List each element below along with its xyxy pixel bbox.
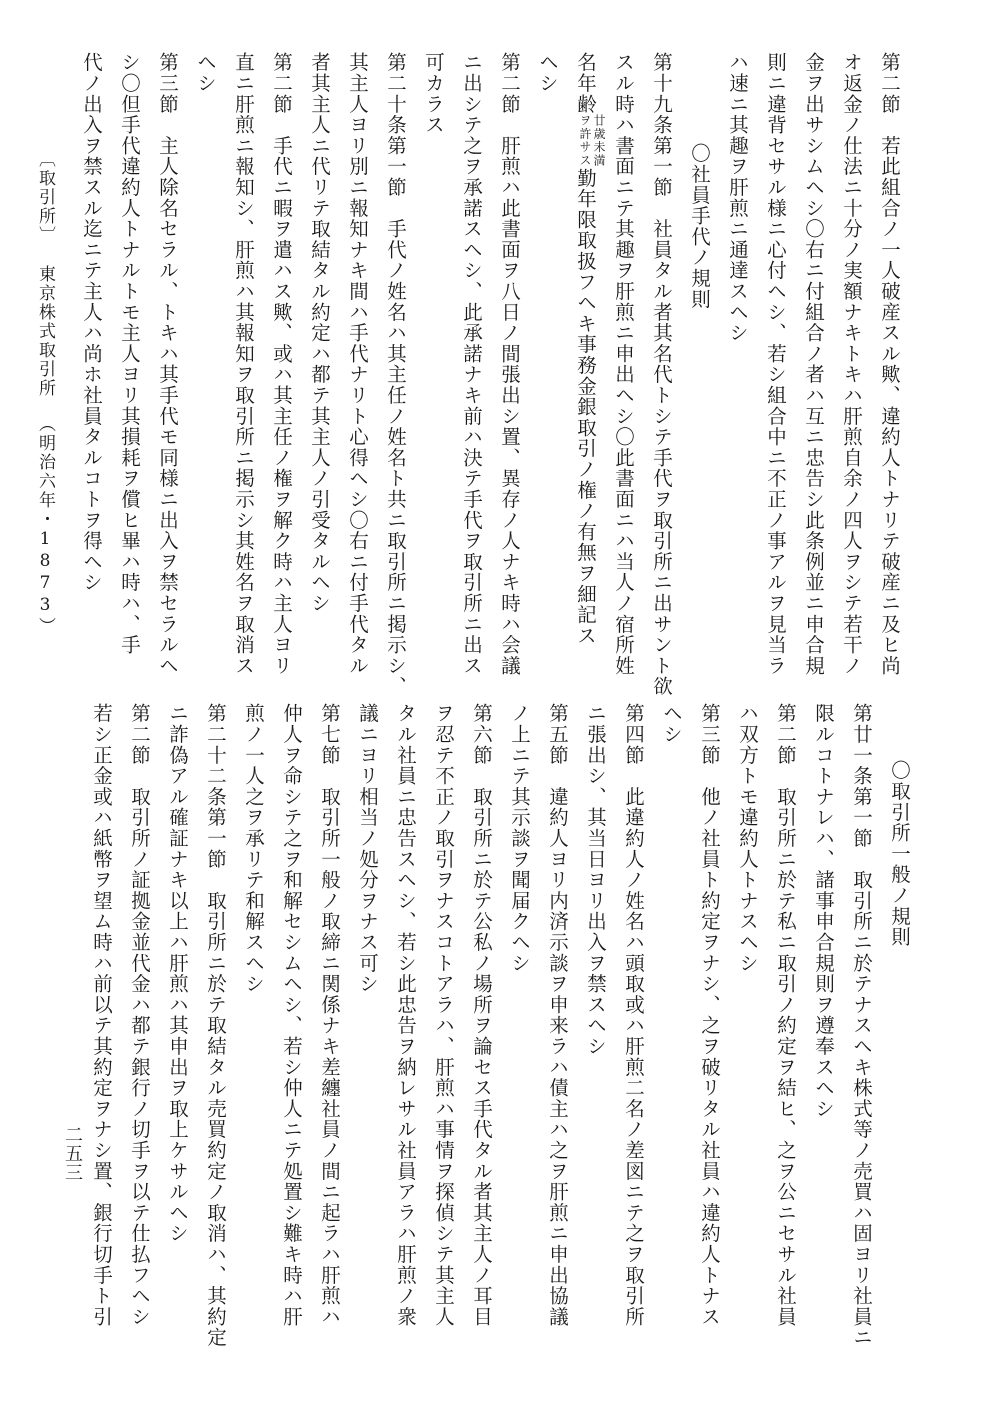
text-column: ニ出シテ之ヲ承諾スヘシ、此承諾ナキ前ハ決テ手代ヲ取引所ニ出ス [460,52,483,676]
text-column: 議ニヨリ相当ノ処分ヲナス可シ [356,703,379,995]
text-column: 第廿一条第一節 取引所ニ於テナスヘキ株式等ノ売買ハ固ヨリ社員ニ [850,703,873,1348]
text-column: ヲ忍テ不正ノ取引ヲナスコトアラハ、肝煎ハ事情ヲ探偵シテ其主人 [432,703,455,1327]
annotation-note [578,114,606,167]
text-fragment: 名年齢 [574,52,597,115]
text-column: ハ速ニ其趣ヲ肝煎ニ通達スヘシ [726,52,749,344]
text-column: タル社員ニ忠告スヘシ、若シ此忠告ヲ納レサル社員アラハ肝煎ノ衆 [394,703,417,1327]
text-column: 代ノ出入ヲ禁スル迄ニテ主人ハ尚ホ社員タルコトヲ得ヘシ [80,52,103,593]
text-column: 第三節 他ノ社員ト約定ヲナシ、之ヲ破リタル社員ハ違約人トナス [698,703,721,1327]
text-column: 若シ正金或ハ紙幣ヲ望ム時ハ前以テ其約定ヲナシ置、銀行切手ト引 [90,703,113,1327]
text-column: ヘシ [660,703,683,745]
source-era: （明治六年・1873） [35,415,55,636]
annotation-line: ヲ許サス [578,114,592,168]
text-column: ノ上ニテ其示談ヲ聞届クヘシ [508,703,531,974]
source-label: 〔取引所〕 [35,150,55,245]
text-column: 煎ノ一人之ヲ承リテ和解スヘシ [242,703,265,995]
text-column [570,52,606,646]
text-column: 第五節 違約人ヨリ内済示談ヲ申来ラハ債主ハ之ヲ肝煎ニ申出協議 [546,703,569,1327]
text-column: 第二節 若此組合ノ一人破産スル歟、違約人トナリテ破産ニ及ヒ尚 [878,52,901,676]
text-column: 第六節 取引所ニ於テ公私ノ場所ヲ論セス手代タル者其主人ノ耳目 [470,703,493,1327]
text-column: 第二節 手代ニ暇ヲ遣ハス歟、或ハ其主任ノ権ヲ解ク時ハ主人ヨリ [270,52,293,676]
text-column: ハ双方トモ違約人トナスヘシ [736,703,759,974]
text-column: 第七節 取引所一般ノ取締ニ関係ナキ差纏社員ノ間ニ起ラハ肝煎ハ [318,703,341,1327]
text-column: 第二節 取引所ニ於テ私ニ取引ノ約定ヲ結ヒ、之ヲ公ニセサル社員 [774,703,797,1327]
section-heading: 〇取引所一般ノ規則 [888,760,911,948]
source-name: 東京株式取引所 [35,265,55,398]
annotation-line: 廿歳未満 [592,114,606,168]
text-column: 第三節 主人除名セラル、トキハ其手代モ同様ニ出入ヲ禁セラルヘ [156,52,179,676]
text-column: シ〇但手代違約人トナルトモ主人ヨリ其損耗ヲ償ヒ畢ハ時ハ、手 [118,52,141,656]
text-column: 第二十条第一節 手代ノ姓名ハ其主任ノ姓名ト共ニ取引所ニ掲示シ、 [384,52,407,697]
section-heading: 〇社員手代ノ規則 [688,143,711,310]
text-column: オ返金ノ仕法ニ十分ノ実額ナキトキハ肝煎自余ノ四人ヲシテ若干ノ [840,52,863,676]
page-number: 二五三 [62,1125,83,1182]
text-column: ヘシ [536,52,559,94]
text-column: 限ルコトナレハ、諸事申合規則ヲ遵奉スヘシ [812,703,835,1119]
text-column: 者其主人ニ代リテ取結タル約定ハ都テ其主人ノ引受タルヘシ [308,52,331,614]
text-column: 仲人ヲ命シテ之ヲ和解セシムヘシ、若シ仲人ニテ処置シ難キ時ハ肝 [280,703,303,1327]
text-column: 第二節 肝煎ハ此書面ヲ八日ノ間張出シ置、異存ノ人ナキ時ハ会議 [498,52,521,676]
text-column: 則ニ違背セサル様ニ心付ヘシ、若シ組合中ニ不正ノ事アルヲ見当ラ [764,52,787,676]
text-column: スル時ハ書面ニテ其趣ヲ肝煎ニ申出ヘシ〇此書面ニハ当人ノ宿所姓 [612,52,635,676]
text-column: 第二節 取引所ノ証拠金並代金ハ都テ銀行ノ切手ヲ以テ仕払フヘシ [128,703,151,1327]
text-column: 可カラス [422,52,445,136]
text-column: 第四節 此違約人ノ姓名ハ頭取或ハ肝煎二名ノ差図ニテ之ヲ取引所 [622,703,645,1327]
text-column: ニ詐偽アル確証ナキ以上ハ肝煎ハ其申出ヲ取上ケサルヘシ [166,703,189,1244]
text-column: 金ヲ出サシムヘシ〇右ニ付組合ノ者ハ互ニ忠告シ此条例並ニ申合規 [802,52,825,676]
text-column: 其主人ヨリ別ニ報知ナキ間ハ手代ナリト心得ヘシ〇右ニ付手代タル [346,52,369,676]
text-column: 直ニ肝煎ニ報知シ、肝煎ハ其報知ヲ取引所ニ掲示シ其姓名ヲ取消ス [232,52,255,676]
text-fragment: 勤年限取扱フヘキ事務金銀取引ノ権ノ有無ヲ細記ス [574,167,597,647]
text-column: 第十九条第一節 社員タル者其名代トシテ手代ヲ取引所ニ出サント欲 [650,52,673,697]
text-column: 第二十二条第一節 取引所ニ於テ取結タル売買約定ノ取消ハ、其約定 [204,703,227,1348]
text-column: ヘシ [194,52,217,94]
text-column: ニ張出シ、其当日ヨリ出入ヲ禁スヘシ [584,703,607,1057]
